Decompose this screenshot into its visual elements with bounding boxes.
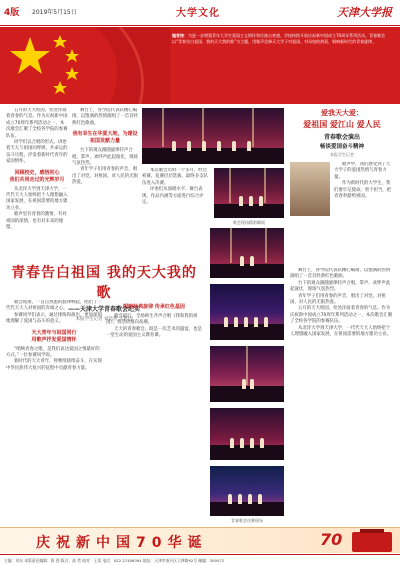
concert-photo-5 — [210, 346, 284, 402]
paragraph: 五月的天大校园，处处洋溢着青春的气息。作为庆祝新中国成立70周年系列活动之一，本次歌会汇聚了全校各学院的参赛队伍。 — [6, 108, 68, 139]
concert-photo-4 — [210, 284, 284, 340]
top-banner — [0, 27, 400, 104]
column-subhead: 回顾校史，感悟初心 我们共同走过的光辉岁月 — [9, 169, 65, 183]
right-byline: 本报学生记者 — [330, 152, 354, 157]
article-column-3 — [142, 168, 210, 258]
anniversary-banner — [0, 527, 400, 553]
masthead — [0, 0, 400, 26]
page-credits: 主编：刘东 本版责任编辑：陈 图 版式：高 苇 校对：王某 电话：022-27406394 地址：天津市南开区卫津路92号 邮编：300072 — [0, 554, 400, 565]
paragraph: 歌会现场，一首首熟悉的旋律响起，唱出了一代代天大人对祖国的赤诚之心。 — [6, 300, 102, 312]
right-kicker: 爱我天大爱： — [321, 109, 363, 117]
concert-photo-6 — [210, 408, 284, 460]
right-column-2 — [290, 268, 394, 524]
right-subtitle-2: 畅谈爱国奋斗精神 — [319, 144, 364, 150]
editor-note-text: 为进一步增强青年大学生爱国主义情怀和民族自豪感，学校持续开展庆祝新中国成立70周年系列活动。青春歌会以“青春告白祖国，我的天大我的歌”为主题，用歌声诠释天大学子对祖国、对母校的热爱，唱响新时代的青春旋律。 — [172, 33, 386, 44]
paragraph: 作为新时代的大学生，我们要牢记使命，勇于担当，把青春奉献给祖国。 — [334, 181, 392, 200]
paragraph: 舞台上，各学院代表队精心编排，以饱满的热情演唱了一首首经典红色歌曲。 — [72, 108, 138, 126]
concert-photo-7 — [210, 466, 284, 516]
article-column-5 — [106, 300, 202, 524]
paragraph: “唱响青春之歌，是我们表达爱国之情最好的方式。”一位参赛同学说。 — [6, 346, 100, 359]
paragraph: 从北洋大学到天津大学，一代代天大人始终把个人理想融入国家发展，在祖国需要的地方建功立业。 — [6, 186, 68, 211]
portrait-photo — [290, 162, 330, 216]
paragraph: 五月的天大校园，处处洋溢着青春的气息。作为庆祝新中国成立70周年系列活动之一，本次歌会汇聚了全校各学院的参赛队伍。 — [290, 306, 393, 325]
concert-photo-1 — [142, 108, 284, 164]
paragraph: 评委们从演唱水平、舞台表现、作品内涵等方面进行综合评定。 — [142, 187, 204, 206]
photo-caption: 青春歌会决赛现场 — [231, 518, 263, 523]
paragraph: 参赛同学们表示，通过排练和演出，更加深刻地理解了爱国与奋斗的意义。 — [6, 312, 102, 325]
editor-note-label: 编者按： — [172, 33, 188, 38]
right-subtitle: 青春歌会演出 — [323, 134, 360, 141]
editor-note — [172, 33, 394, 45]
paragraph: 本次歌会历时一个多月，经过初赛、复赛层层选拔，最终多支队伍进入决赛。 — [142, 168, 208, 186]
paragraph: 台下的观众跟随旋律轻声合唱，掌声、欢呼声此起彼伏，现场气氛热烈。 — [290, 280, 391, 293]
sub-headline: ——天津大学青春歌会纪实 — [67, 306, 140, 313]
paragraph: 歌声里有青春的激情，有对祖国的深情，也有对未来的憧憬。 — [6, 212, 67, 231]
paragraph: 台下的观众跟随旋律轻声合唱，掌声、欢呼声此起彼伏，现场气氛热烈。 — [72, 148, 138, 167]
column-subhead: 天大青年与祖国同行 用歌声抒发爱国情怀 — [31, 329, 77, 343]
article-column-4 — [6, 300, 102, 524]
paragraph: 舞台上，各学院代表队精心编排，以饱满的热情演唱了一首首经典红色歌曲。 — [290, 268, 391, 280]
column-subhead: 我有幸生在华夏大地，为建设祖国贡献力量 — [72, 131, 138, 145]
column-subhead: 唱响经典旋律 传承红色基因 — [123, 304, 185, 310]
paragraph: 同学们以合唱的形式，讲述着天大与祖国同呼吸、共命运的奋斗历程，抒发着新时代青年的家国情怀。 — [6, 140, 68, 165]
article-column-1 — [6, 108, 68, 258]
tiananmen-icon — [352, 532, 392, 552]
paragraph: 从北洋大学到天津大学，一代代天大人始终把个人理想融入国家发展，在祖国需要的地方建功立业。 — [290, 325, 391, 338]
section-title: 大学文化 — [176, 8, 220, 19]
paragraph: 青年学子们用青春的声音，唱出了对党、对祖国、对人民的无限热爱。 — [290, 293, 386, 306]
page-number: 4版 — [4, 8, 20, 18]
flag-stars-graphic — [0, 27, 170, 104]
concert-photo-2 — [214, 168, 284, 218]
concert-photo-3 — [210, 228, 284, 278]
paragraph: 青年学子们用青春的声音，唱出了对党、对祖国、对人民的无限热爱。 — [72, 167, 138, 186]
paragraph: 歌声中，我们感受到了天大学子的爱国热情与青春力量。 — [334, 162, 391, 180]
paragraph: 歌会最后，全场师生齐声合唱《我和我的祖国》，将活动推向高潮。 — [106, 314, 198, 326]
article-column-2 — [72, 108, 138, 258]
main-headline: 青春告白祖国 我的天大我的歌 — [11, 265, 197, 301]
newspaper-logo: 天津大学报 — [337, 6, 392, 19]
paragraph: 天大的青春歌会，既是一次艺术的盛宴，也是一堂生动的爱国主义教育课。 — [106, 326, 202, 339]
issue-date: 2019年5月15日 — [32, 9, 77, 16]
right-column-1 — [334, 162, 394, 262]
right-article-heading — [290, 108, 394, 158]
photo-caption: 歌会现场精彩瞬间 — [233, 220, 265, 225]
paragraph: 新时代的天大青年，将继续接续奋斗，在实现中华民族伟大复兴的征程中贡献青春力量。 — [6, 359, 102, 371]
right-title: 爱祖国 爱江山 爱人民 — [303, 120, 381, 129]
anniversary-70-logo: 70 — [320, 530, 343, 549]
anniversary-slogan: 庆祝新中国70华诞 — [36, 535, 208, 551]
byline: 本报学生记者 刘浩然 王思远 — [75, 317, 133, 322]
